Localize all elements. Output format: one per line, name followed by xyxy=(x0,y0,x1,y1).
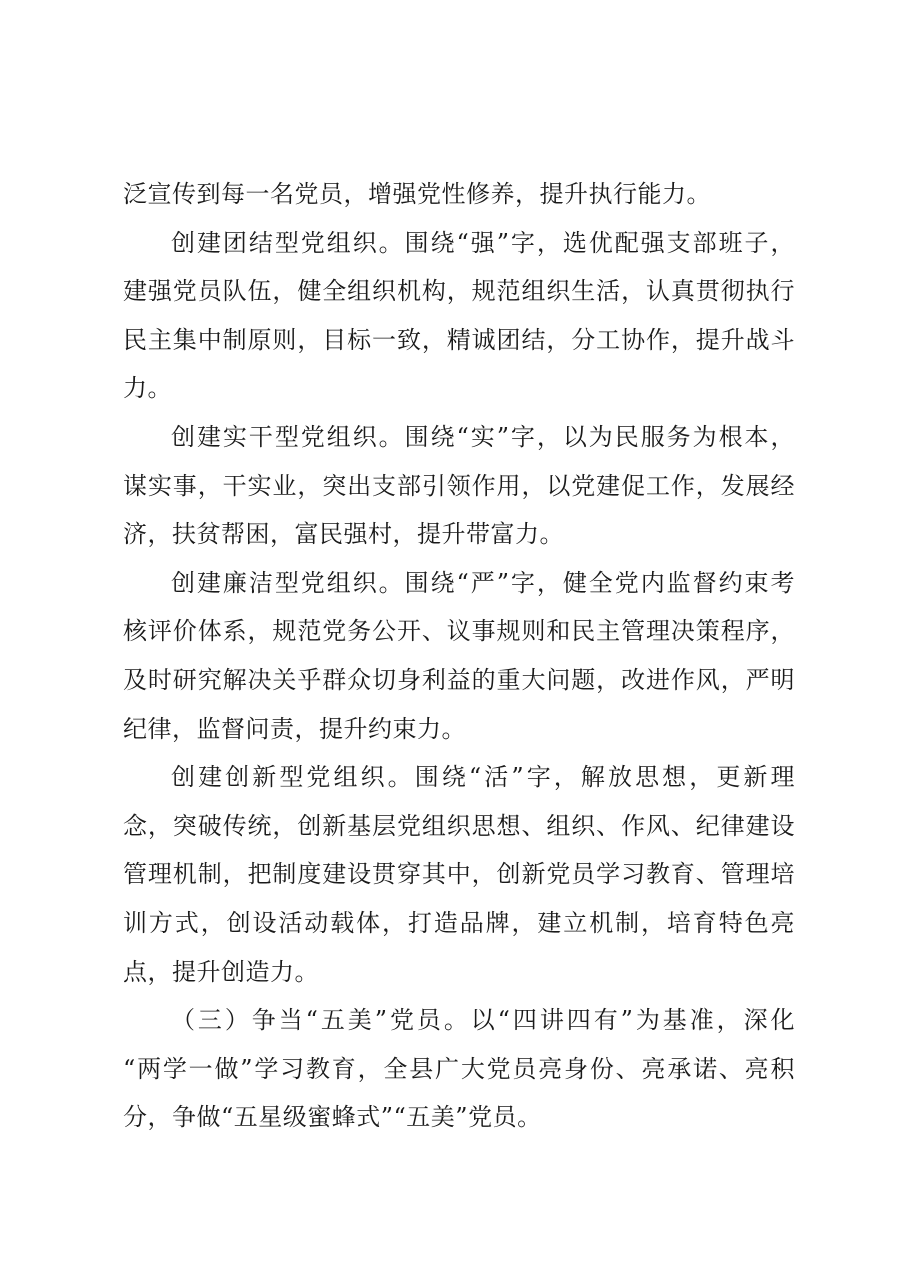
paragraph-line: 创建实干型党组织。围绕“实”字，以为民服务为根本， xyxy=(171,422,795,451)
paragraph-line: “两学一做”学习教育，全县广大党员亮身份、亮承诺、亮积 xyxy=(123,1054,795,1083)
paragraph-line: 创建创新型党组织。围绕“活”字，解放思想，更新理 xyxy=(171,763,795,792)
paragraph-line: 训方式，创设活动载体，打造品牌，建立机制，培育特色亮 xyxy=(123,908,795,937)
paragraph-line: 建强党员队伍，健全组织机构，规范组织生活，认真贯彻执行 xyxy=(123,277,795,306)
paragraph-line: 核评价体系，规范党务公开、议事规则和民主管理决策程序， xyxy=(123,617,795,646)
paragraph-line: 纪律，监督问责，提升约束力。 xyxy=(123,714,466,743)
paragraph-line: 及时研究解决关乎群众切身利益的重大问题，改进作风，严明 xyxy=(123,665,795,694)
paragraph-line: 谋实事，干实业，突出支部引领作用，以党建促工作，发展经 xyxy=(123,471,795,500)
paragraph-line: （三）争当“五美”党员。以“四讲四有”为基准，深化 xyxy=(171,1006,795,1035)
paragraph-line: 点，提升创造力。 xyxy=(123,957,319,986)
paragraph-line: 力。 xyxy=(123,374,172,403)
paragraph-line: 管理机制，把制度建设贯穿其中，创新党员学习教育、管理培 xyxy=(123,860,795,889)
paragraph-line: 创建廉洁型党组织。围绕“严”字，健全党内监督约束考 xyxy=(171,568,795,597)
paragraph-line: 创建团结型党组织。围绕“强”字，选优配强支部班子， xyxy=(171,228,795,257)
document-body xyxy=(123,170,795,1142)
paragraph-line: 分，争做“五星级蜜蜂式”“五美”党员。 xyxy=(123,1103,542,1132)
paragraph-line: 民主集中制原则，目标一致，精诚团结，分工协作，提升战斗 xyxy=(123,325,795,354)
paragraph-line: 念，突破传统，创新基层党组织思想、组织、作风、纪律建设 xyxy=(123,811,795,840)
paragraph-line: 济，扶贫帮困，富民强村，提升带富力。 xyxy=(123,520,564,549)
paragraph-line: 泛宣传到每一名党员，增强党性修养，提升执行能力。 xyxy=(123,180,711,208)
